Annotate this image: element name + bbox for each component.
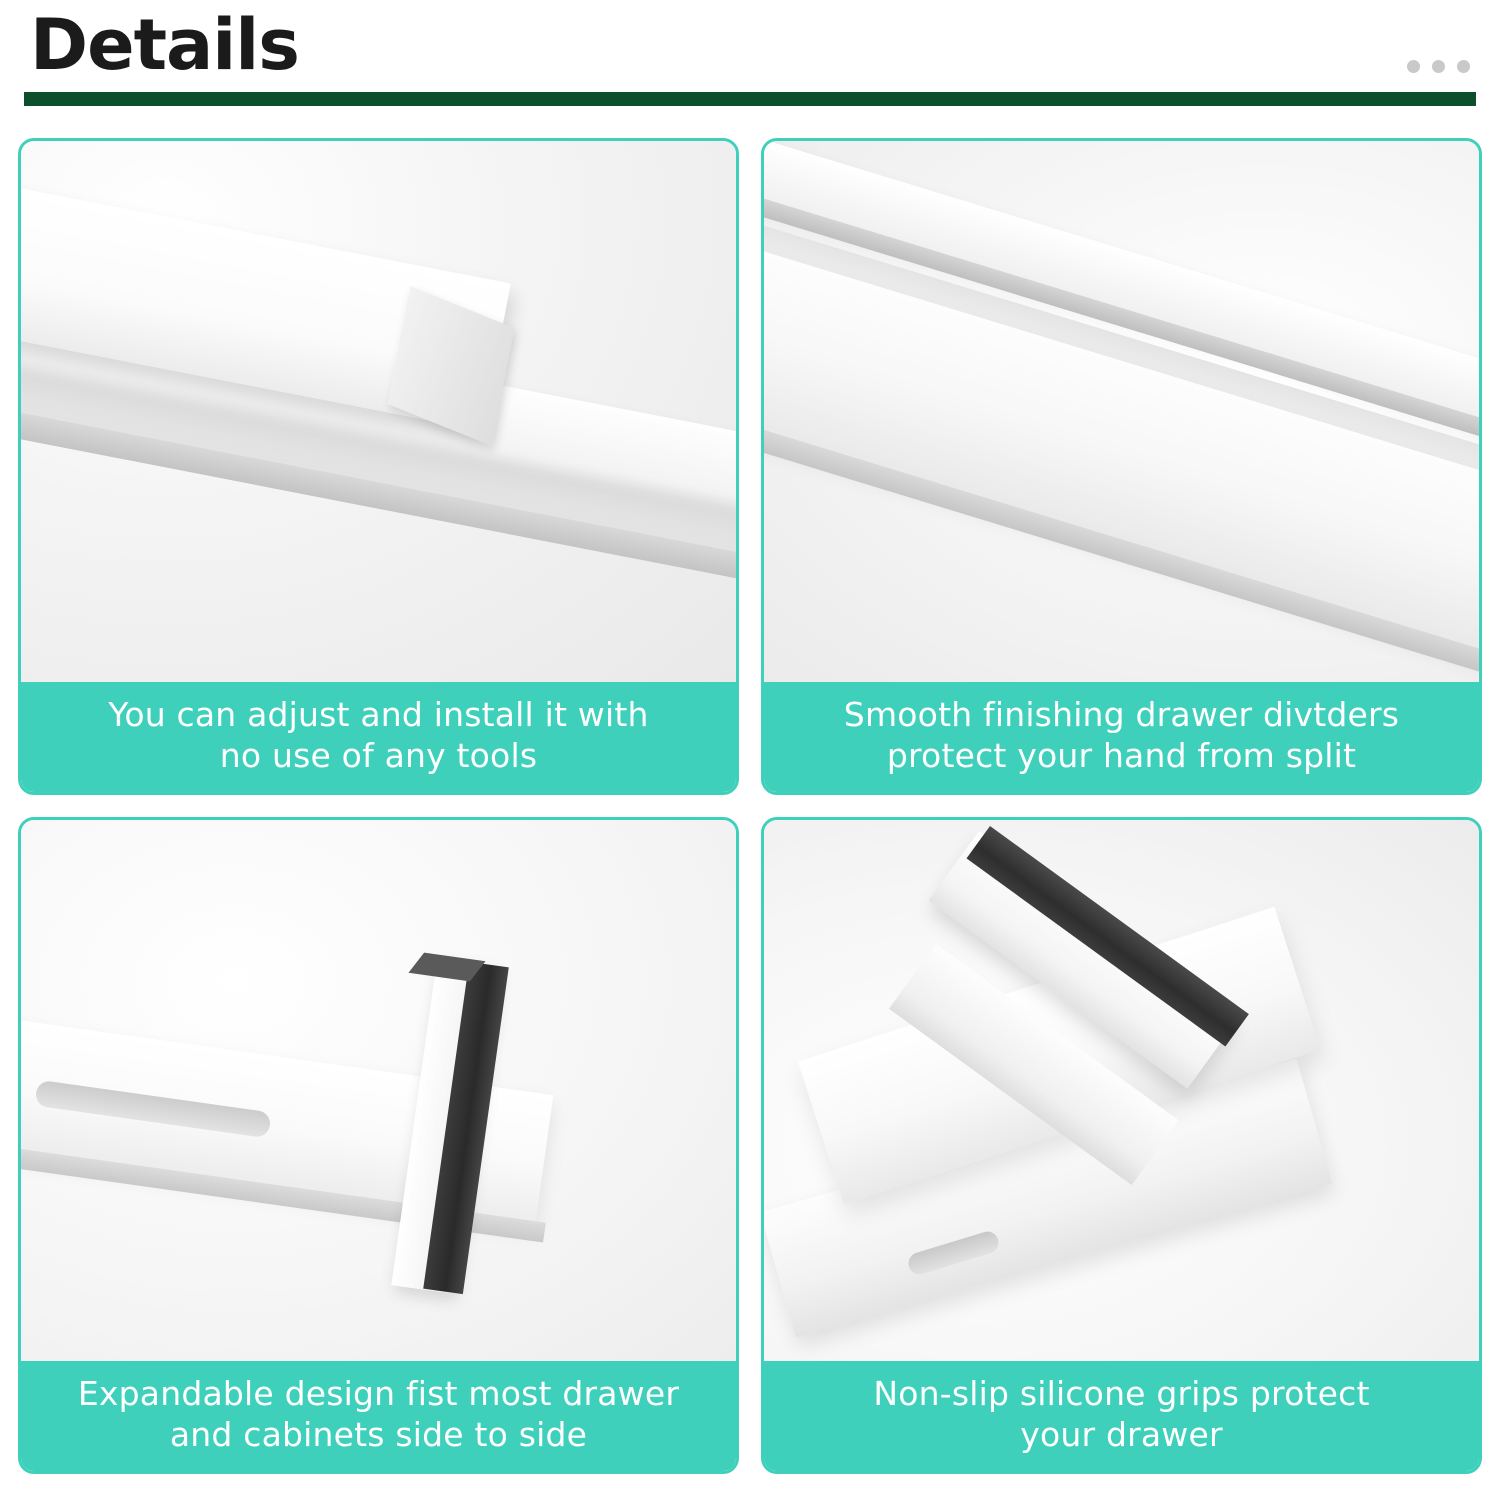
feature-grid xyxy=(12,108,1488,1488)
product-photo-expandable-design xyxy=(21,820,736,1361)
feature-card-non-slip-grips xyxy=(761,817,1482,1474)
caption-line-1: Non-slip silicone grips protect xyxy=(873,1374,1370,1413)
feature-caption-non-slip-grips xyxy=(764,1361,1479,1471)
pagination-dots xyxy=(1407,60,1470,73)
page-title: Details xyxy=(30,4,299,86)
caption-line-1: You can adjust and install it with xyxy=(108,695,649,734)
dot-3 xyxy=(1457,60,1470,73)
product-photo-adjust-install xyxy=(21,141,736,682)
caption-line-2: no use of any tools xyxy=(219,736,538,775)
caption-line-2: and cabinets side to side xyxy=(169,1415,588,1454)
product-photo-non-slip-grips xyxy=(764,820,1479,1361)
page-header xyxy=(12,0,1488,108)
feature-card-adjust-install xyxy=(18,138,739,795)
caption-line-2: protect your hand from split xyxy=(886,736,1357,775)
dot-1 xyxy=(1407,60,1420,73)
feature-card-smooth-finishing xyxy=(761,138,1482,795)
feature-caption-expandable-design xyxy=(21,1361,736,1471)
header-divider xyxy=(24,92,1476,106)
feature-caption-adjust-install xyxy=(21,682,736,792)
feature-caption-smooth-finishing xyxy=(764,682,1479,792)
caption-line-1: Smooth finishing drawer divtders xyxy=(843,695,1400,734)
caption-line-1: Expandable design fist most drawer xyxy=(77,1374,680,1413)
dot-2 xyxy=(1432,60,1445,73)
product-photo-smooth-finishing xyxy=(764,141,1479,682)
caption-line-2: your drawer xyxy=(1020,1415,1223,1454)
feature-card-expandable-design xyxy=(18,817,739,1474)
